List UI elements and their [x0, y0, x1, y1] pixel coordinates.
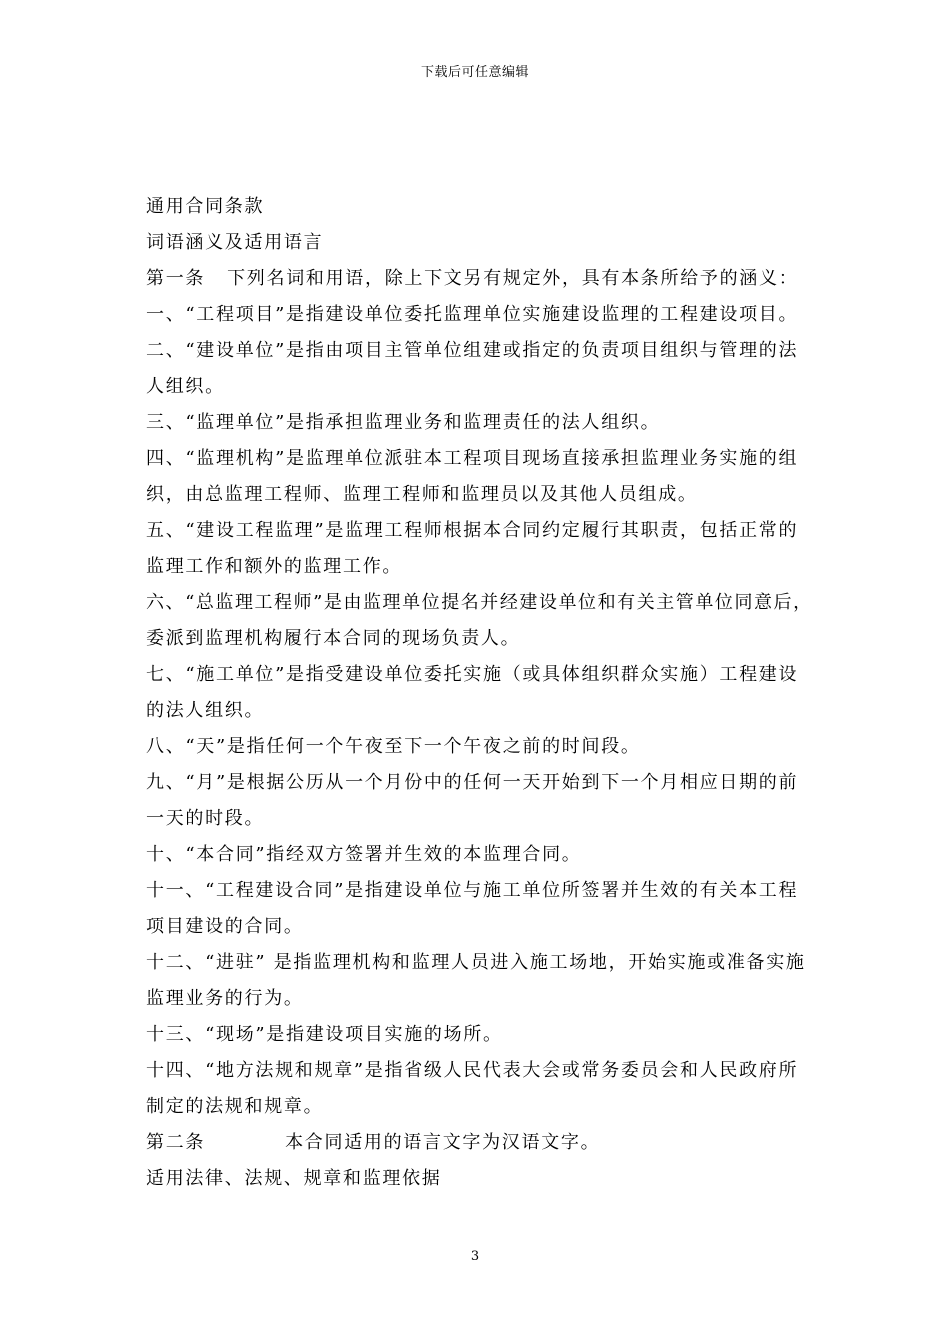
definition-6: 六、“总监理工程师”是由监理单位提名并经建设单位和有关主管单位同意后， [146, 592, 813, 613]
article-2 [146, 1125, 816, 1161]
definition-7: 七、“施工单位”是指受建设单位委托实施（或具体组织群众实施）工程建设 [146, 664, 799, 685]
definition-13: 十三、“现场”是指建设项目实施的场所。 [146, 1024, 503, 1045]
definition-12: 十二、“进驻” 是指监理机构和监理人员进入施工场地，开始实施或准备实施 [146, 952, 806, 973]
definition-10: 十、“本合同”指经双方签署并生效的本监理合同。 [146, 844, 582, 865]
definition-2: 二、“建设单位”是指由项目主管单位组建或指定的负责项目组织与管理的法 [146, 340, 799, 361]
definition-6-cont: 委派到监理机构履行本合同的现场负责人。 [146, 628, 521, 649]
definition-3: 三、“监理单位”是指承担监理业务和监理责任的法人组织。 [146, 412, 661, 433]
definition-5: 五、“建设工程监理”是监理工程师根据本合同约定履行其职责，包括正常的 [146, 520, 799, 541]
page-header-note: 下载后可任意编辑 [420, 65, 529, 80]
definition-9-cont: 一天的时段。 [146, 808, 265, 829]
definition-2-cont: 人组织。 [146, 376, 225, 397]
page-number: 3 [470, 1249, 480, 1264]
definition-9: 九、“月”是根据公历从一个月份中的任何一天开始到下一个月相应日期的前 [146, 772, 799, 793]
definition-8: 八、“天”是指任何一个午夜至下一个午夜之前的时间段。 [146, 736, 641, 757]
subsection-title-2: 适用法律、法规、规章和监理依据 [146, 1168, 442, 1189]
definition-12-cont: 监理业务的行为。 [146, 988, 304, 1009]
definition-14: 十四、“地方法规和规章”是指省级人民代表大会或常务委员会和人民政府所 [146, 1060, 799, 1081]
document-body [146, 189, 816, 1197]
article-1-text: 下列名词和用语，除上下文另有规定外，具有本条所给予的涵义： [227, 268, 799, 289]
subsection-title: 词语涵义及适用语言 [146, 232, 324, 253]
article-2-number: 第二条 [146, 1132, 206, 1153]
definition-1: 一、“工程项目”是指建设单位委托监理单位实施建设监理的工程建设项目。 [146, 304, 799, 325]
article-1-heading [146, 261, 816, 297]
definition-14-cont: 制定的法规和规章。 [146, 1096, 324, 1117]
section-title: 通用合同条款 [146, 196, 265, 217]
definition-4: 四、“监理机构”是监理单位派驻本工程项目现场直接承担监理业务实施的组 [146, 448, 799, 469]
definition-7-cont: 的法人组织。 [146, 700, 265, 721]
definition-11: 十一、“工程建设合同”是指建设单位与施工单位所签署并生效的有关本工程 [146, 880, 799, 901]
definition-5-cont: 监理工作和额外的监理工作。 [146, 556, 403, 577]
article-2-text: 本合同适用的语言文字为汉语文字。 [285, 1132, 601, 1153]
definition-4-cont: 织，由总监理工程师、监理工程师和监理员以及其他人员组成。 [146, 484, 698, 505]
article-1-number: 第一条 [146, 268, 206, 289]
definition-11-cont: 项目建设的合同。 [146, 916, 304, 937]
